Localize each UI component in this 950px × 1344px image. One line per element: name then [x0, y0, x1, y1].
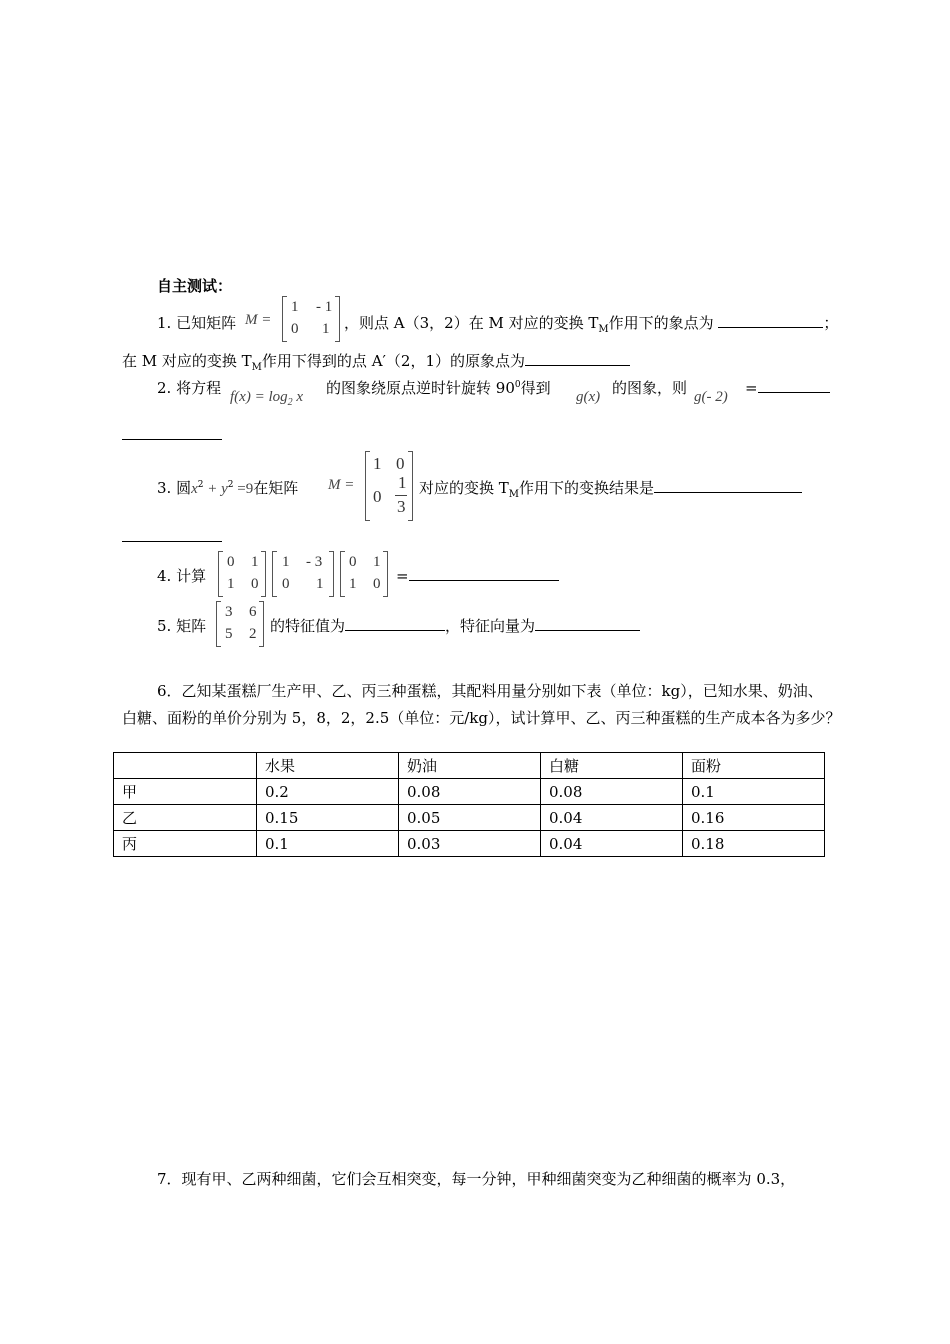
q3-pre: 圆: [176, 479, 192, 497]
table-cell: 0.03: [399, 831, 541, 857]
q3-answer-blank-1[interactable]: [654, 477, 802, 493]
q3-matrix-label: M =: [328, 477, 355, 493]
q2-answer-blank-1[interactable]: [758, 377, 830, 393]
table-row: [114, 779, 825, 805]
q1-matrix-cell: 1: [291, 299, 299, 315]
q1-line1-rest: [344, 312, 838, 335]
q2-number: 2.: [157, 379, 172, 397]
q4-matrix-cell: 0: [349, 554, 357, 570]
q7-line1: 7．现有甲、乙两种细菌，它们会互相突变，每一分钟，甲种细菌突变为乙种细菌的概率为 0.3，: [157, 1170, 796, 1188]
q1-line2-pre: 在 M 对应的变换 T: [122, 352, 252, 370]
q2-formula-g: g(x): [576, 389, 601, 405]
q5-mid: 的特征值为: [270, 617, 346, 635]
q3-matrix-cell: 0: [373, 487, 382, 506]
q3-frac-bar: [395, 495, 407, 496]
q3-matrix-cell: 1: [373, 454, 382, 473]
q4-matrix-cell: 1: [349, 576, 357, 592]
table-cell: 0.15: [257, 805, 399, 831]
q3-sq: 2: [227, 480, 234, 490]
q1-post: 作用下的象点为: [608, 314, 714, 332]
table-cell: 0.08: [399, 779, 541, 805]
q1-matrix: [282, 296, 340, 342]
q5-line: [157, 615, 206, 636]
q4-matrix-3: [340, 551, 388, 597]
q4-matrix-cell: 1: [282, 554, 290, 570]
q6-line1: 6．乙知某蛋糕厂生产甲、乙、丙三种蛋糕，其配料用量分别如下表（单位：kg），已知水果、奶油、: [157, 682, 823, 700]
table-cell: 0.1: [257, 831, 399, 857]
q5-matrix-cell: 2: [249, 626, 257, 642]
q1-matrix-cell: - 1: [316, 299, 333, 315]
q2-mid2: 得到: [520, 379, 551, 397]
q3-y: + y: [203, 481, 228, 497]
table-header-cell: 面粉: [683, 753, 825, 779]
q6-line2: 白糖、面粉的单价分别为 5，8，2，2.5（单位：元/kg），试计算甲、乙、丙三种蛋糕的生产成本各为多少？: [122, 709, 841, 727]
table-row: [114, 831, 825, 857]
q4-matrix-cell: 1: [373, 554, 381, 570]
q4-eq-sign: =: [396, 567, 409, 585]
q1-answer-blank-1[interactable]: [718, 312, 823, 328]
q4-pre: 计算: [176, 567, 207, 585]
q5-pre: 矩阵: [176, 617, 207, 635]
q2-pre: 将方程: [176, 379, 222, 397]
table-header-cell: 水果: [257, 753, 399, 779]
table-cell: 甲: [114, 779, 257, 805]
q4-matrix-cell: - 3: [306, 554, 323, 570]
q5-matrix-cell: 3: [225, 604, 233, 620]
table-header-cell: 白糖: [541, 753, 683, 779]
q2-formula-f-base: 2: [287, 397, 293, 408]
q5-mid2: ，特征向量为: [445, 617, 536, 635]
q4-matrix-cell: 1: [251, 554, 259, 570]
q2-mid-text: 的图象绕原点逆时针旋转 90: [326, 379, 515, 397]
q2-formula-f-var: x: [296, 389, 304, 405]
q3-post: [419, 477, 802, 500]
q2-line1: [157, 377, 221, 398]
q4-matrix-cell: 1: [227, 576, 235, 592]
q3-frac-num: 1: [398, 473, 407, 492]
q3-x: x: [191, 481, 198, 497]
q3-number: 3.: [157, 479, 172, 497]
q2-degree: 0: [514, 380, 521, 390]
q2-post: 的图象，则: [612, 379, 688, 397]
q2-eq: [745, 377, 830, 397]
q2-answer-blank-2[interactable]: [122, 424, 222, 440]
q5-answer-blank-2[interactable]: [535, 615, 640, 631]
q3-answer-blank-2[interactable]: [122, 526, 222, 542]
q1-matrix-cell: 1: [322, 321, 330, 337]
q4-matrix-cell: 0: [251, 576, 259, 592]
q1-mid: ，则点 A（3，2）在 M 对应的变换 T: [344, 314, 599, 332]
q3-sq: 2: [197, 480, 204, 490]
q4-matrix-cell: 0: [282, 576, 290, 592]
q3-line: [157, 477, 298, 498]
q2-formula-f: [230, 389, 303, 408]
q3-eq9: =9: [233, 481, 254, 497]
table-cell: 乙: [114, 805, 257, 831]
q5-matrix-cell: 6: [249, 604, 257, 620]
q3-answer-blank-2-wrap: [122, 526, 222, 546]
q2-formula-g-neg2: g(- 2): [694, 389, 728, 405]
q1-pre: 已知矩阵: [176, 314, 237, 332]
q3-mid: 在矩阵: [253, 479, 299, 497]
q1-line2-post: 作用下得到的点 A′（2，1）的原象点为: [261, 352, 526, 370]
table-cell: 0.04: [541, 805, 683, 831]
q2-answer-blank-2-wrap: [122, 424, 222, 444]
q5-number: 5.: [157, 617, 172, 635]
ingredient-table: [113, 752, 825, 857]
q3-matrix: [365, 451, 413, 521]
q4-answer-blank[interactable]: [409, 565, 559, 581]
q4-line: [157, 565, 206, 586]
table-cell: 0.2: [257, 779, 399, 805]
q4-number: 4.: [157, 567, 172, 585]
q4-matrix-cell: 0: [227, 554, 235, 570]
q5-matrix: [216, 601, 264, 647]
q1-number: 1.: [157, 314, 172, 332]
q2-formula-f-text: f(x) = log: [230, 389, 288, 405]
q3-frac-den: 3: [397, 497, 406, 516]
table-cell: 0.1: [683, 779, 825, 805]
table-cell: 丙: [114, 831, 257, 857]
q1-matrix-label: M =: [245, 312, 272, 328]
q1-sub: M: [598, 324, 609, 335]
q3-post-text: 对应的变换 T: [419, 479, 509, 497]
q4-matrix-cell: 1: [316, 576, 324, 592]
q5-rest: [270, 615, 640, 636]
q1-matrix-cell: 0: [291, 321, 299, 337]
table-cell: 0.18: [683, 831, 825, 857]
table-cell: 0.04: [541, 831, 683, 857]
q3-sub: M: [508, 489, 520, 500]
q1-answer-blank-2[interactable]: [525, 350, 630, 366]
q3-post2: 作用下的变换结果是: [519, 479, 655, 497]
table-header-cell: [114, 753, 257, 779]
table-row: [114, 805, 825, 831]
q1-end: ；: [823, 314, 839, 332]
q2-eq-sign: =: [745, 379, 758, 397]
table-header-row: [114, 753, 825, 779]
q1-line2-sub: M: [251, 362, 262, 373]
q1-line2: [122, 350, 630, 373]
q5-matrix-cell: 5: [225, 626, 233, 642]
q4-matrix-cell: 0: [373, 576, 381, 592]
q4-matrix-2: [272, 551, 334, 597]
q4-matrix-1: [218, 551, 266, 597]
q1-line1: [157, 312, 236, 333]
table-cell: 0.16: [683, 805, 825, 831]
q4-eq: [396, 565, 559, 585]
table-header-cell: 奶油: [399, 753, 541, 779]
table-cell: 0.08: [541, 779, 683, 805]
q3-matrix-cell: 0: [396, 454, 405, 473]
table-cell: 0.05: [399, 805, 541, 831]
q2-mid: [326, 377, 551, 398]
q5-answer-blank-1[interactable]: [345, 615, 445, 631]
section-heading: 自主测试：: [157, 277, 233, 295]
